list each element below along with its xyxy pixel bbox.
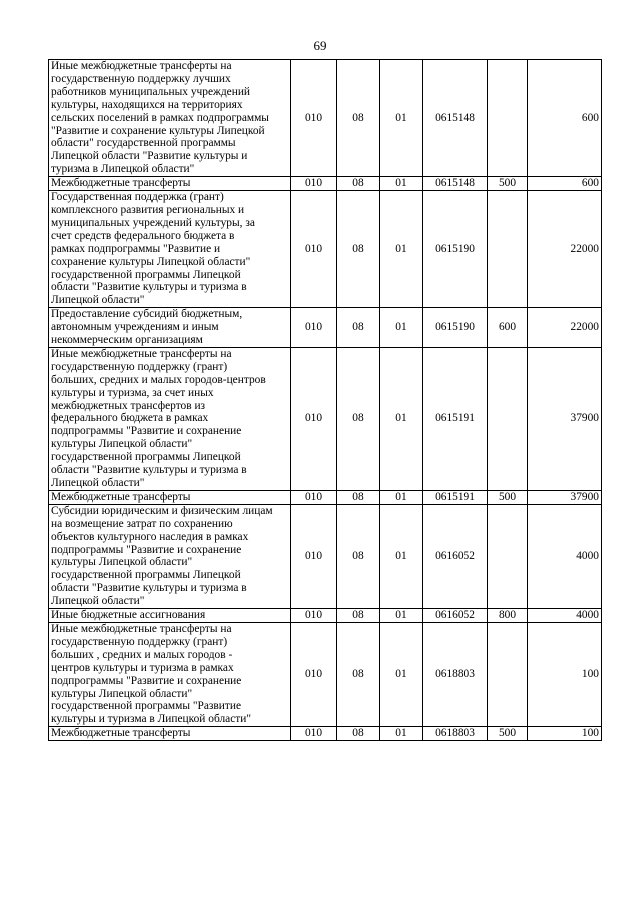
table-row bbox=[49, 504, 602, 608]
subsection-code-cell: 01 bbox=[380, 60, 423, 177]
subsection-code-cell: 01 bbox=[380, 622, 423, 726]
target-article-cell: 0615148 bbox=[423, 177, 488, 191]
section-code-cell: 08 bbox=[337, 308, 380, 348]
expense-type-cell: 600 bbox=[488, 308, 528, 348]
amount-cell: 22000 bbox=[528, 191, 602, 308]
target-article-cell: 0615190 bbox=[423, 308, 488, 348]
row-name-line: на возмещение затрат по сохранению bbox=[51, 517, 233, 530]
page-number: 69 bbox=[313, 38, 327, 53]
target-article-cell: 0615148 bbox=[423, 60, 488, 177]
row-name-line: федерального бюджета в рамках bbox=[51, 412, 209, 425]
row-name-line: культуры Липецкой области" bbox=[51, 438, 193, 451]
amount-cell: 100 bbox=[528, 727, 602, 741]
row-name-line: Иные бюджетные ассигнования bbox=[51, 609, 206, 622]
expense-type-cell bbox=[488, 622, 528, 726]
row-name-line: некоммерческим организациям bbox=[51, 334, 203, 347]
row-name-line: муниципальных учреждений культуры, за bbox=[51, 216, 255, 229]
section-code-cell: 08 bbox=[337, 727, 380, 741]
expense-type-cell: 500 bbox=[488, 490, 528, 504]
table-row bbox=[49, 60, 602, 177]
row-name-line: комплексного развития региональных и bbox=[51, 203, 245, 216]
target-article-cell: 0615191 bbox=[423, 490, 488, 504]
row-name-line: центров культуры и туризма в рамках bbox=[51, 661, 234, 674]
amount-cell: 37900 bbox=[528, 347, 602, 490]
row-name-line: Предоставление субсидий бюджетным, bbox=[51, 308, 243, 321]
table-row bbox=[49, 177, 602, 191]
amount-cell: 4000 bbox=[528, 609, 602, 623]
row-name-line: Субсидии юридическим и физическим лицам bbox=[51, 504, 273, 517]
row-name-line: туризма в Липецкой области" bbox=[51, 163, 195, 176]
row-name-line: подпрограммы "Развитие и сохранение bbox=[51, 674, 242, 687]
ministry-code-cell: 010 bbox=[291, 609, 337, 623]
row-name-line: "Развитие и сохранение культуры Липецкой bbox=[51, 124, 265, 137]
row-name-cell bbox=[49, 622, 291, 726]
row-name-line: области "Развитие культуры и туризма в bbox=[51, 281, 247, 294]
row-name-line: области "Развитие культуры и туризма в bbox=[51, 582, 247, 595]
budget-table bbox=[48, 59, 602, 741]
ministry-code-cell: 010 bbox=[291, 177, 337, 191]
expense-type-cell bbox=[488, 191, 528, 308]
expense-type-cell: 800 bbox=[488, 609, 528, 623]
amount-cell: 600 bbox=[528, 60, 602, 177]
row-name-line: Межбюджетные трансферты bbox=[51, 727, 191, 740]
section-code-cell: 08 bbox=[337, 609, 380, 623]
row-name-line: подпрограммы "Развитие и сохранение bbox=[51, 543, 242, 556]
row-name-cell bbox=[49, 60, 291, 177]
ministry-code-cell: 010 bbox=[291, 191, 337, 308]
table-row bbox=[49, 490, 602, 504]
row-name-line: сохранение культуры Липецкой области" bbox=[51, 255, 251, 268]
subsection-code-cell: 01 bbox=[380, 191, 423, 308]
row-name-line: Липецкой области" bbox=[51, 595, 145, 608]
subsection-code-cell: 01 bbox=[380, 490, 423, 504]
row-name-line: области "Развитие культуры и туризма в bbox=[51, 464, 247, 477]
table-row bbox=[49, 727, 602, 741]
row-name-line: культуры и туризма в Липецкой области" bbox=[51, 713, 251, 726]
target-article-cell: 0615191 bbox=[423, 347, 488, 490]
ministry-code-cell: 010 bbox=[291, 727, 337, 741]
expense-type-cell bbox=[488, 347, 528, 490]
row-name-line: государственную поддержку (грант) bbox=[51, 360, 228, 373]
row-name-line: области" государственной программы bbox=[51, 137, 236, 150]
ministry-code-cell: 010 bbox=[291, 622, 337, 726]
section-code-cell: 08 bbox=[337, 60, 380, 177]
row-name-line: счет средств федерального бюджета в bbox=[51, 229, 235, 242]
section-code-cell: 08 bbox=[337, 622, 380, 726]
amount-cell: 600 bbox=[528, 177, 602, 191]
expense-type-cell bbox=[488, 504, 528, 608]
section-code-cell: 08 bbox=[337, 490, 380, 504]
target-article-cell: 0616052 bbox=[423, 609, 488, 623]
table-row bbox=[49, 347, 602, 490]
row-name-line: Липецкой области" bbox=[51, 294, 145, 307]
row-name-line: межбюджетных трансфертов из bbox=[51, 399, 206, 412]
row-name-line: Иные межбюджетные трансферты на bbox=[51, 622, 232, 635]
target-article-cell: 0616052 bbox=[423, 504, 488, 608]
ministry-code-cell: 010 bbox=[291, 60, 337, 177]
table-row bbox=[49, 622, 602, 726]
amount-cell: 22000 bbox=[528, 308, 602, 348]
row-name-line: Государственная поддержка (грант) bbox=[51, 191, 224, 204]
ministry-code-cell: 010 bbox=[291, 308, 337, 348]
row-name-line: государственную поддержку (грант) bbox=[51, 635, 228, 648]
row-name-line: культуры и туризма, за счет иных bbox=[51, 386, 214, 399]
table-row bbox=[49, 308, 602, 348]
subsection-code-cell: 01 bbox=[380, 308, 423, 348]
row-name-line: подпрограммы "Развитие и сохранение bbox=[51, 425, 242, 438]
row-name-line: государственной программы Липецкой bbox=[51, 268, 241, 281]
row-name-cell bbox=[49, 490, 291, 504]
row-name-line: автономным учреждениям и иным bbox=[51, 321, 219, 334]
row-name-line: культуры Липецкой области" bbox=[51, 556, 193, 569]
row-name-line: работников муниципальных учреждений bbox=[51, 85, 251, 98]
table-row bbox=[49, 191, 602, 308]
expense-type-cell: 500 bbox=[488, 727, 528, 741]
subsection-code-cell: 01 bbox=[380, 177, 423, 191]
row-name-line: рамках подпрограммы "Развитие и bbox=[51, 242, 221, 255]
section-code-cell: 08 bbox=[337, 191, 380, 308]
row-name-cell bbox=[49, 177, 291, 191]
row-name-cell bbox=[49, 308, 291, 348]
row-name-line: культуры, находящихся на территориях bbox=[51, 98, 243, 111]
table-row bbox=[49, 609, 602, 623]
row-name-line: Иные межбюджетные трансферты на bbox=[51, 60, 232, 72]
row-name-line: государственную поддержку лучших bbox=[51, 72, 231, 85]
expense-type-cell: 500 bbox=[488, 177, 528, 191]
subsection-code-cell: 01 bbox=[380, 504, 423, 608]
row-name-line: объектов культурного наследия в рамках bbox=[51, 530, 249, 543]
target-article-cell: 0615190 bbox=[423, 191, 488, 308]
row-name-line: больших, средних и малых городов-центров bbox=[51, 373, 266, 386]
ministry-code-cell: 010 bbox=[291, 347, 337, 490]
subsection-code-cell: 01 bbox=[380, 347, 423, 490]
amount-cell: 4000 bbox=[528, 504, 602, 608]
section-code-cell: 08 bbox=[337, 504, 380, 608]
row-name-line: Липецкой области "Развитие культуры и bbox=[51, 150, 248, 163]
row-name-cell bbox=[49, 727, 291, 741]
row-name-cell bbox=[49, 609, 291, 623]
amount-cell: 37900 bbox=[528, 490, 602, 504]
row-name-cell bbox=[49, 504, 291, 608]
target-article-cell: 0618803 bbox=[423, 727, 488, 741]
row-name-line: государственной программы Липецкой bbox=[51, 569, 241, 582]
ministry-code-cell: 010 bbox=[291, 490, 337, 504]
row-name-cell bbox=[49, 191, 291, 308]
section-code-cell: 08 bbox=[337, 347, 380, 490]
row-name-line: Липецкой области" bbox=[51, 477, 145, 489]
row-name-line: Иные межбюджетные трансферты на bbox=[51, 347, 232, 360]
row-name-line: Межбюджетные трансферты bbox=[51, 490, 191, 503]
section-code-cell: 08 bbox=[337, 177, 380, 191]
row-name-line: культуры Липецкой области" bbox=[51, 687, 193, 700]
row-name-cell bbox=[49, 347, 291, 490]
row-name-line: сельских поселений в рамках подпрограммы bbox=[51, 111, 269, 124]
subsection-code-cell: 01 bbox=[380, 727, 423, 741]
row-name-line: государственной программы Липецкой bbox=[51, 451, 241, 464]
row-name-line: Межбюджетные трансферты bbox=[51, 177, 191, 190]
target-article-cell: 0618803 bbox=[423, 622, 488, 726]
expense-type-cell bbox=[488, 60, 528, 177]
ministry-code-cell: 010 bbox=[291, 504, 337, 608]
subsection-code-cell: 01 bbox=[380, 609, 423, 623]
row-name-line: больших , средних и малых городов - bbox=[51, 648, 233, 661]
amount-cell: 100 bbox=[528, 622, 602, 726]
row-name-line: государственной программы "Развитие bbox=[51, 700, 241, 713]
